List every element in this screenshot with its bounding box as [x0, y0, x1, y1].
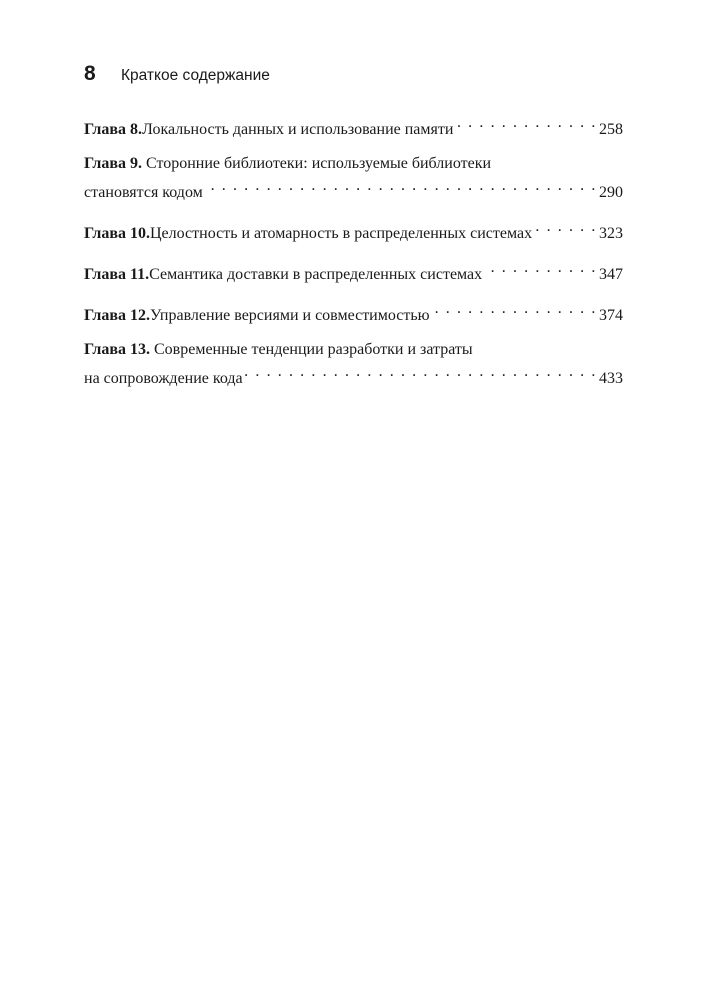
table-of-contents	[84, 112, 623, 402]
chapter-title: Управление версиями и совместимостью	[150, 307, 430, 324]
chapter-label: Глава 12.	[84, 307, 150, 324]
dot-leader	[245, 361, 597, 383]
dot-leader	[534, 216, 597, 238]
chapter-label: Глава 11.	[84, 266, 150, 283]
page-ref: 290	[599, 184, 623, 201]
toc-line	[84, 112, 623, 141]
running-head	[84, 62, 270, 86]
chapter-label: Глава 10.	[84, 225, 150, 242]
toc-line-first	[84, 153, 623, 175]
chapter-title: Семантика доставки в распределенных системах	[149, 266, 483, 283]
page-ref: 347	[599, 266, 623, 283]
dot-leader	[455, 112, 597, 134]
toc-line	[84, 257, 623, 286]
chapter-title: Локальность данных и использование памяти	[142, 121, 454, 138]
chapter-title-part-1: Современные тенденции разработки и затраты	[154, 341, 473, 358]
toc-line-first	[84, 339, 623, 361]
page-number: 8	[84, 62, 96, 85]
chapter-title-part-1: Сторонние библиотеки: используемые библиотеки	[146, 155, 492, 172]
chapter-label: Глава 9.	[84, 155, 142, 172]
chapter-label: Глава 13.	[84, 341, 150, 358]
page-ref: 374	[599, 307, 623, 324]
page-ref: 433	[599, 370, 623, 387]
dot-leader	[432, 298, 597, 320]
chapter-title: Целостность и атомарность в распределенных системах	[150, 225, 533, 242]
toc-entry-chapter-11[interactable]	[84, 257, 623, 286]
chapter-label: Глава 8.	[84, 121, 142, 138]
dot-leader	[205, 175, 597, 197]
section-title: Краткое содержание	[121, 67, 270, 84]
toc-entry-chapter-8[interactable]	[84, 112, 623, 141]
toc-line	[84, 361, 623, 390]
toc-line	[84, 216, 623, 245]
toc-line	[84, 298, 623, 327]
chapter-title-part-2: становятся кодом	[84, 184, 203, 201]
dot-leader	[484, 257, 597, 279]
toc-entry-chapter-9[interactable]	[84, 153, 623, 204]
toc-entry-chapter-12[interactable]	[84, 298, 623, 327]
page-ref: 258	[599, 121, 623, 138]
chapter-title-part-2: на сопровождение кода	[84, 370, 243, 387]
toc-entry-chapter-13[interactable]	[84, 339, 623, 390]
page-ref: 323	[599, 225, 623, 242]
toc-line	[84, 175, 623, 204]
toc-entry-chapter-10[interactable]	[84, 216, 623, 245]
